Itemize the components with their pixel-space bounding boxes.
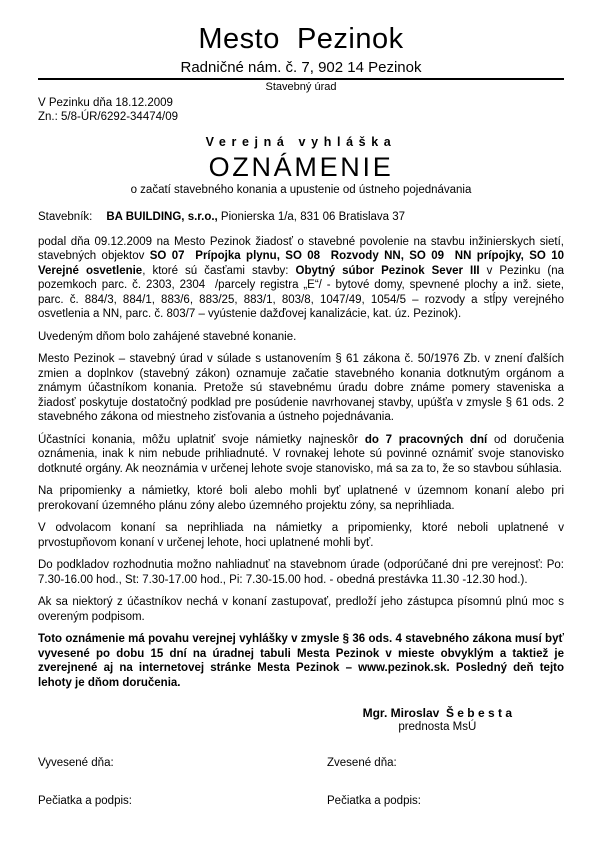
department-name: Stavebný úrad [265,80,337,93]
notice-kicker: Verejná vyhláška [205,134,397,149]
stamp-signature-label-left: Pečiatka a podpis: [38,795,132,808]
paragraph-application [38,235,568,322]
page-subtitle: o začatí stavebného konania a upustenie od ústneho pojednávania [130,183,472,196]
text-run: podal dňa 09.12.2009 na Mesto Pezinok žiadosť o stavebné povolenie na stavbu inžinierskych sietí, stavebných objektov [38,235,568,263]
posted-date-label: Vyvesené dňa: [38,757,114,770]
posting-footer [38,757,564,807]
paragraph-representation: Ak sa niektorý z účastníkov nechá v konaní zastupovať, predloží jeho zástupca písomnú plnú moc s overeným podpisom. [38,596,564,623]
paragraph-appeal: V odvolacom konaní sa neprihliada na námietky a pripomienky, ktoré neboli uplatnené v prvostupňovom konaní v určenej lehote, hoci uplatnené mohli byť. [38,522,564,549]
text-run: Účastníci konania, môžu uplatniť svoje námietky najneskôr [38,433,365,446]
text-run: , ktoré sú časťami stavby: [142,264,296,277]
reference-number: Zn.: 5/8-ÚR/6292-34474/09 [38,110,179,123]
paragraph-objections-deadline [38,433,568,477]
signatory-name: Mgr. Miroslav Š e b e s t a [362,706,512,721]
place-date: V Pezinku dňa 18.12.2009 [38,96,173,109]
signatory-role: prednosta MsÚ [398,721,477,734]
page-title: OZNÁMENIE [208,151,394,182]
paragraph-zoning-objections: Na pripomienky a námietky, ktoré boli alebo mohli byť uplatnené v územnom konaní alebo pri prerokovaní územného plánu zóny alebo územného projektu zóny, sa neprihliada. [38,485,564,512]
text-run-bold: SO 07 Prípojka plynu, SO 08 Rozvody NN, SO 09 NN prípojky, SO 10 Verejné osvetlenie [38,250,568,277]
signature-block [38,706,564,735]
builder-name: BA BUILDING, s.r.o., [106,210,218,223]
stamp-signature-label-right: Pečiatka a podpis: [327,795,421,808]
text-run: v Pezinku (na pozemkoch parc. č. 2303, 2304 /parcely registra „E“/ - bytové domy, spevnené plochy a inž. siete, parc. č. 884/3, 884/1, 883/6, 883/25, 883/1, 803/8, 1047/49, 1054/5 – rozvody a stĺpy verejného osvetlenia a NN, parc. č. 803/7 – vyústenie dažďovej kanalizácie, kat. úz. Pezinok). [38,264,568,321]
paragraph-public-notice: Toto oznámenie má povahu verejnej vyhlášky v zmysle § 36 ods. 4 stavebného zákona musí byť vyvesené po dobu 15 dní na úradnej tabuli Mesta Pezinok v mieste obvyklým a taktiež je zverejnené aj na internetovej stránke Mesta Pezinok – www.pezinok.sk. Posledný deň tejto lehoty je dňom doručenia. [38,633,564,689]
paragraph-inspection-hours: Do podkladov rozhodnutia možno nahliadnuť na stavebnom úrade (odporúčané dni pre verejnosť: Po: 7.30-16.00 hod., St: 7.30-17.00 hod., Pi: 7.30-15.00 hod. - obedná prestávka 11.30 -12.30 hod.). [38,559,564,586]
document-body [38,235,568,691]
text-run-bold: do 7 pracovných dní [364,433,488,446]
org-address: Radničné nám. č. 7, 902 14 Pezinok [180,58,422,76]
builder-address: Pionierska 1/a, 831 06 Bratislava 37 [217,210,406,223]
paragraph-commencement: Uvedeným dňom bolo zahájené stavebné konanie. [38,330,297,343]
builder-line [38,211,564,223]
text-run-bold: Obytný súbor Pezinok Sever III [295,264,480,277]
text-run: od doručenia oznámenia, inak k nim nebude prihliadnuté. V rovnakej lehote sú povinné oznámiť svoje stanovisko dotknuté orgány. Ak neoznámia v určenej lehote svoje stanovisko, má sa za to, že so stavbou súhlasia. [38,433,568,475]
builder-label: Stavebník: [38,210,93,223]
removed-date-label: Zvesené dňa: [327,757,397,770]
org-name: Mesto Pezinok [198,23,404,55]
paragraph-legal-basis: Mesto Pezinok – stavebný úrad v súlade s ustanovením § 61 zákona č. 50/1976 Zb. v znení ďalších zmien a doplnkov (stavebný zákon) oznamuje začatie stavebného konania dotknutým orgánom a známym účastníkom konania. Pretože sú stavebnému úradu dobre známe pomery staveniska a žiadosť poskytuje dostatočný podklad pre posúdenie navrhovanej stavby, upúšťa v zmysle § 61 ods. 2 stavebného zákona od miestneho zisťovania a ústneho pojednávania. [38,353,564,424]
header-divider [38,78,564,80]
